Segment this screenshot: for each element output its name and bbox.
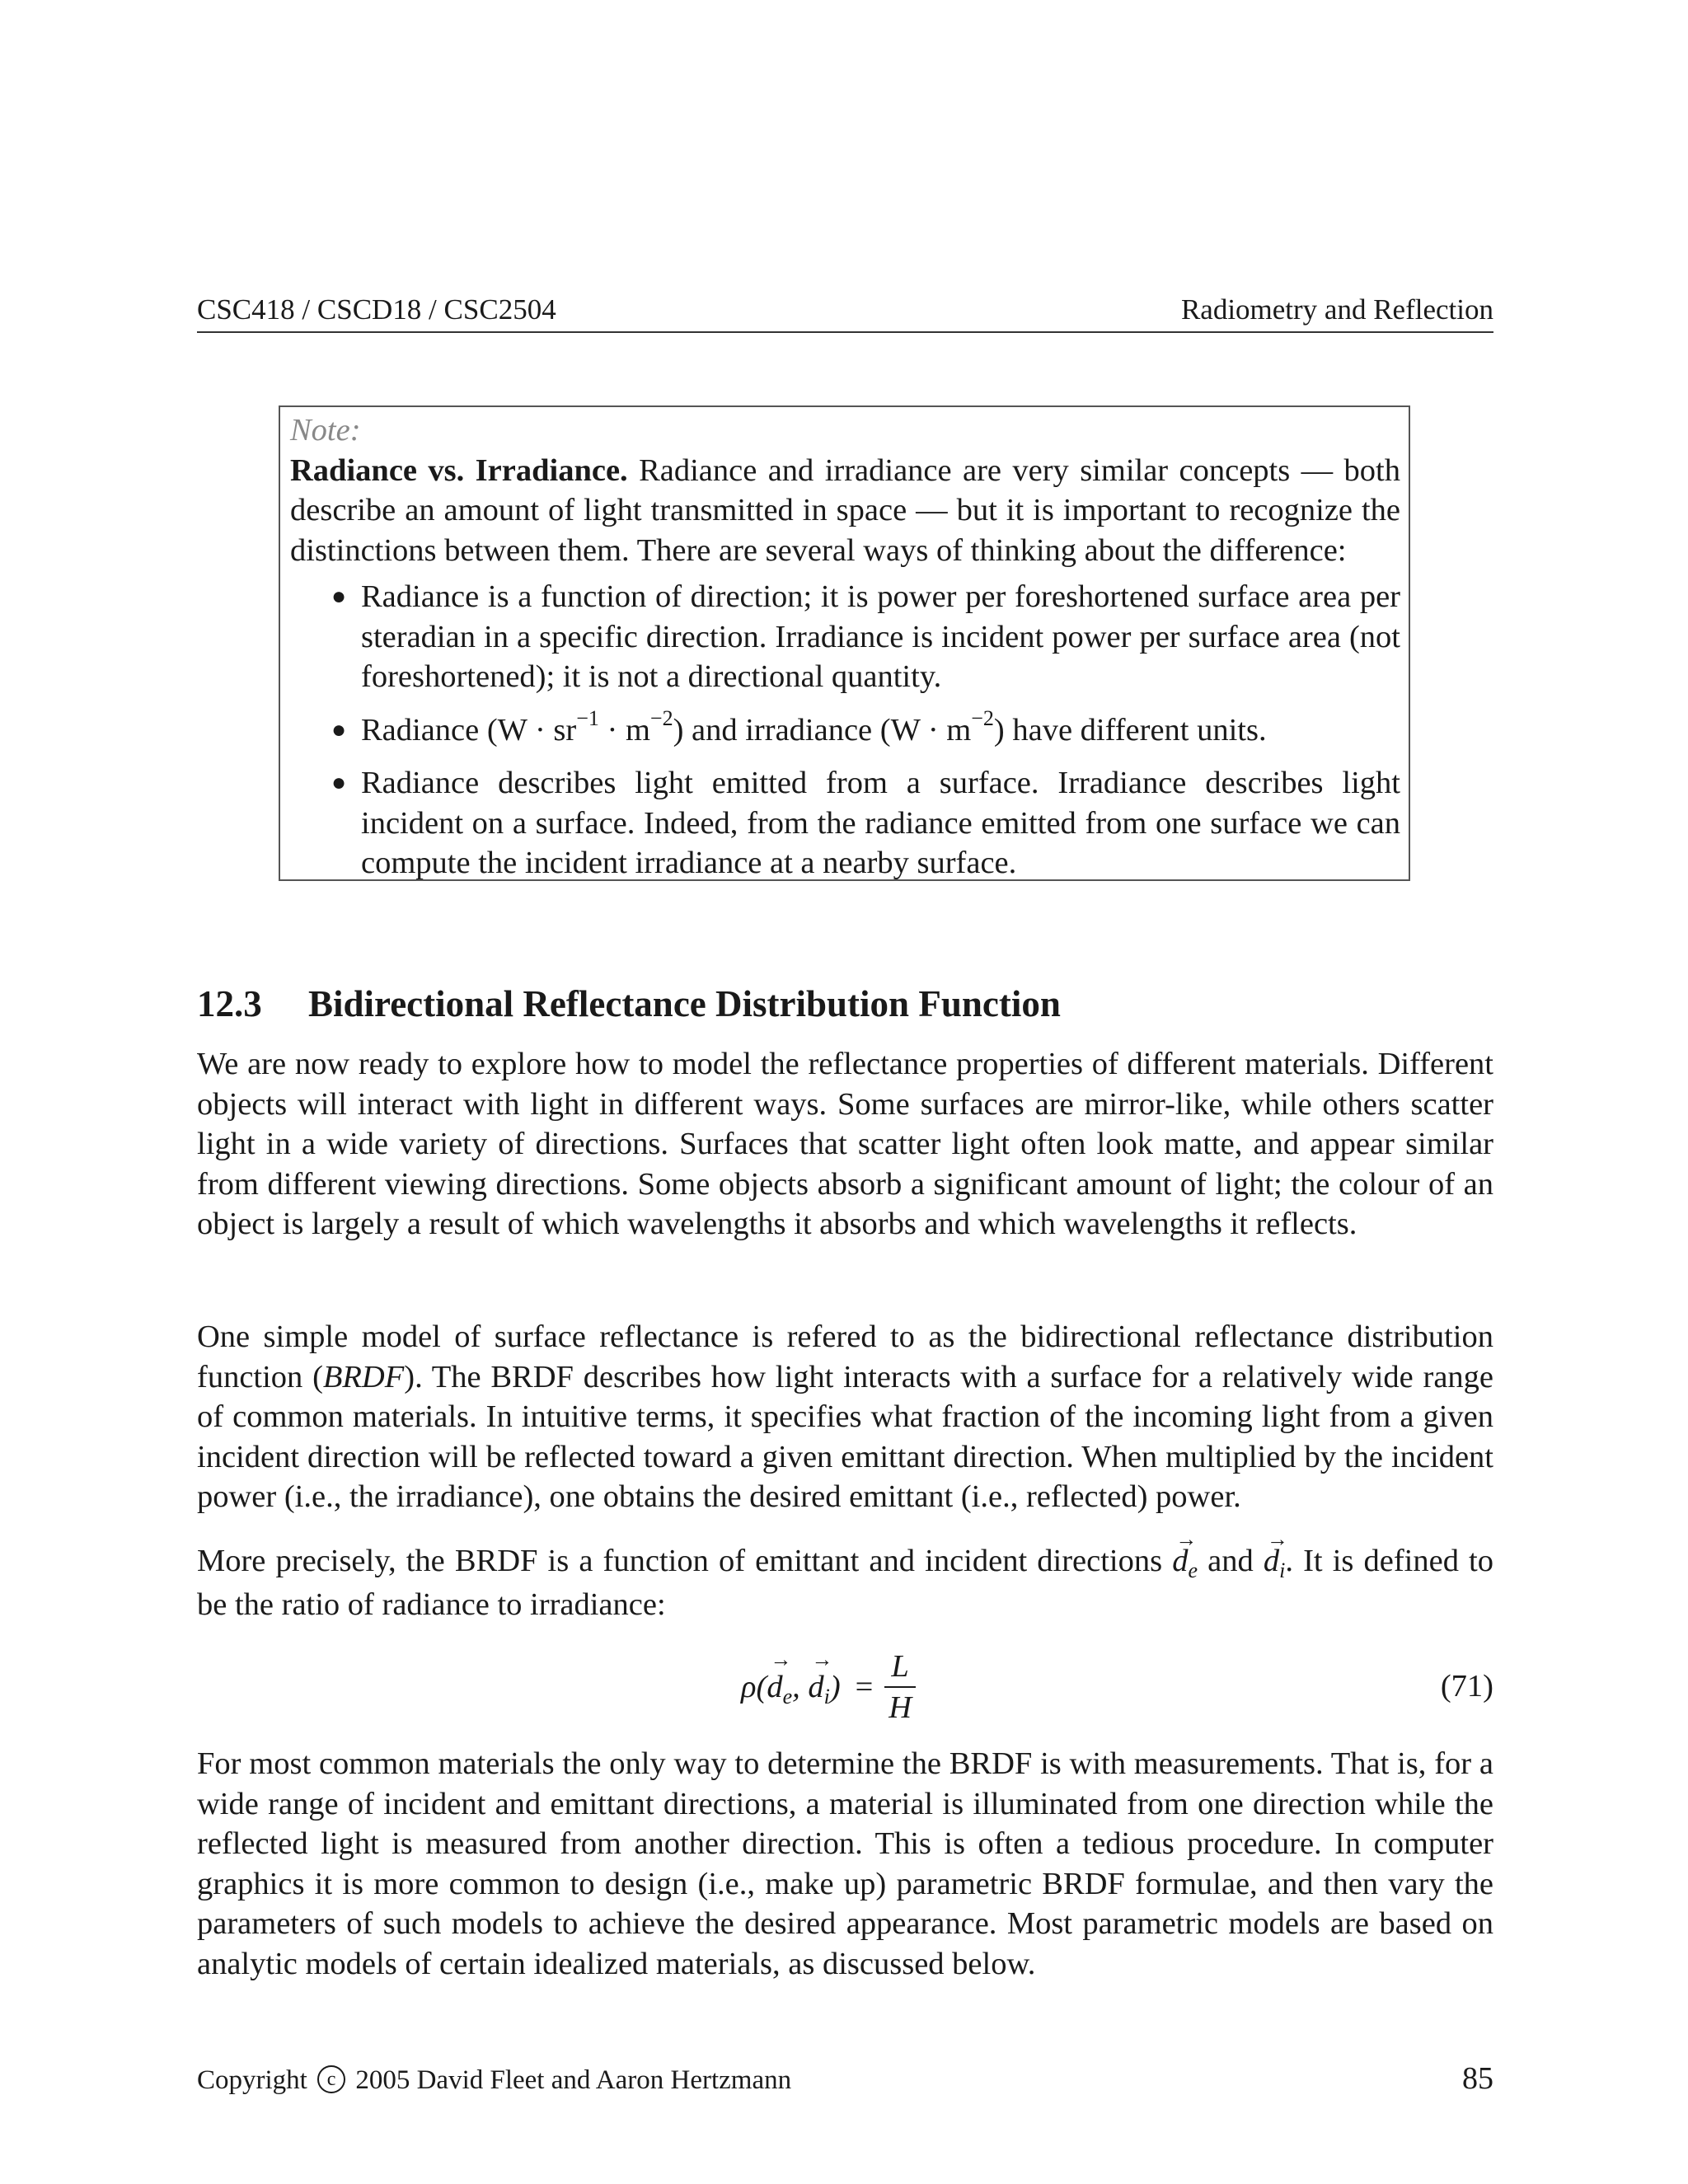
units-sup-1: −1	[576, 705, 599, 730]
note-intro-text: Radiance and irradiance are very similar concepts — both describe an amount of light transmitted in space — but it is important to recognize the distinctions between them. There are several ways of thinking about the difference:	[290, 452, 1400, 568]
subscript-i: i	[1279, 1558, 1286, 1582]
note-bullet-list	[290, 577, 1400, 883]
copyright-text: 2005 David Fleet and Aaron Hertzmann	[355, 2065, 792, 2095]
note-intro-paragraph	[290, 451, 1400, 571]
units-part-1: Radiance (W · sr	[361, 712, 577, 748]
note-bullet-units	[290, 705, 1400, 751]
note-bullet-3	[290, 763, 1400, 883]
equation-71	[197, 1642, 1493, 1732]
equation-lhs	[741, 1669, 841, 1708]
subscript-e: e	[782, 1685, 793, 1708]
comma: ,	[792, 1670, 809, 1704]
subscript-e: e	[1188, 1558, 1198, 1582]
equals-sign: =	[855, 1670, 874, 1704]
paragraph-brdf-precise	[197, 1541, 1493, 1624]
paragraph-precise-and: and	[1198, 1544, 1264, 1578]
close-paren: )	[829, 1670, 841, 1704]
copyright-prefix: Copyright	[197, 2065, 307, 2095]
fraction-numerator: L	[884, 1648, 915, 1688]
bullet-dot-icon: ●	[331, 769, 347, 796]
page-number: 85	[1462, 2061, 1493, 2096]
vector-arrow-d: → d	[808, 1669, 823, 1705]
brdf-term: BRDF	[322, 1359, 405, 1394]
vector-d-e	[1172, 1544, 1198, 1582]
section-heading	[197, 981, 1493, 1027]
copyright-icon: c	[317, 2065, 345, 2093]
paragraph-intro: We are now ready to explore how to model the reflectance properties of different materials. Different objects will interact with light in different ways. Some surfaces are mirror-like, while others scatter light in a wide variety of directions. Surfaces that scatter light often look matte, and appear similar from different viewing directions. Some objects absorb a significant amount of light; the colour of an object is largely a result of which wavelengths it absorbs and which wavelengths it reflects.	[197, 1047, 1493, 1241]
vector-arrow-d: → d	[767, 1669, 782, 1705]
bullet-dot-icon: ●	[331, 715, 347, 743]
equation-number: (71)	[1440, 1669, 1493, 1704]
note-box	[279, 405, 1410, 881]
paragraph-measurements: For most common materials the only way to determine the BRDF is with measurements. That is, for a wide range of incident and emittant directions, a material is illuminated from one direction while the reflected light is measured from another direction. This is often a tedious procedure. In computer graphics it is more common to design (i.e., make up) parametric BRDF formulae, and then vary the parameters of such models to achieve the desired appearance. Most parametric models are based on analytic models of certain idealized materials, as discussed below.	[197, 1746, 1493, 1981]
units-sup-2: −2	[649, 705, 673, 730]
vector-arrow-d: → d	[1172, 1541, 1188, 1582]
fraction-L-over-H	[884, 1648, 915, 1726]
fraction-denominator: H	[889, 1690, 912, 1725]
running-header	[197, 292, 1493, 333]
footer-copyright	[197, 2065, 791, 2096]
note-bullet-3-text: Radiance describes light emitted from a surface. Irradiance describes light incident on a surface. Indeed, from the radiance emitted from one surface we can compute the incident irradiance at a nearby surface.	[361, 766, 1400, 880]
note-title: Radiance vs. Irradiance.	[290, 452, 628, 488]
paragraph-brdf-definition	[197, 1317, 1493, 1517]
note-bullet-1	[290, 577, 1400, 697]
vector-d-i	[1263, 1544, 1286, 1582]
subscript-i: i	[823, 1685, 830, 1708]
note-bullet-1-text: Radiance is a function of direction; it is power per foreshortened surface area per steradian in a specific direction. Irradiance is incident power per surface area (not foreshortened); it is not a directional quantity.	[361, 579, 1400, 694]
equation-body	[741, 1648, 916, 1726]
units-sup-3: −2	[971, 705, 994, 730]
note-label: Note:	[290, 413, 361, 448]
units-part-4: ) have different units.	[993, 712, 1267, 748]
header-chapter: Radiometry and Reflection	[1180, 293, 1493, 326]
section-number: 12.3	[197, 983, 262, 1024]
vector-arrow-d: → d	[1264, 1541, 1279, 1582]
open-paren: (	[756, 1670, 767, 1704]
paragraph-precise-text-a: More precisely, the BRDF is a function of emittant and incident directions	[197, 1544, 1173, 1578]
header-course: CSC418 / CSCD18 / CSC2504	[197, 293, 556, 326]
page-footer	[197, 2060, 1493, 2097]
paragraph-precise-text-b: . It is defined to be the ratio of radiance to irradiance:	[197, 1544, 1494, 1622]
units-part-3: ) and irradiance (W · m	[673, 712, 972, 748]
section-title: Bidirectional Reflectance Distribution Function	[308, 983, 1061, 1024]
bullet-dot-icon: ●	[331, 583, 347, 610]
units-part-2: · m	[598, 712, 650, 748]
rho-symbol: ρ	[741, 1670, 757, 1704]
paragraph-brdf-text-b: ). The BRDF describes how light interacts with a surface for a relatively wide range of common materials. In intuitive terms, it specifies what fraction of the incoming light from a given incident direction will be reflected toward a given emittant direction. When multiplied by the incident power (i.e., the irradiance), one obtains the desired emittant (i.e., reflected) power.	[197, 1359, 1493, 1514]
paragraph-brdf-text-a: One simple model of surface reflectance is refered to as the bidirectional reflectance distribution function (	[197, 1319, 1493, 1394]
